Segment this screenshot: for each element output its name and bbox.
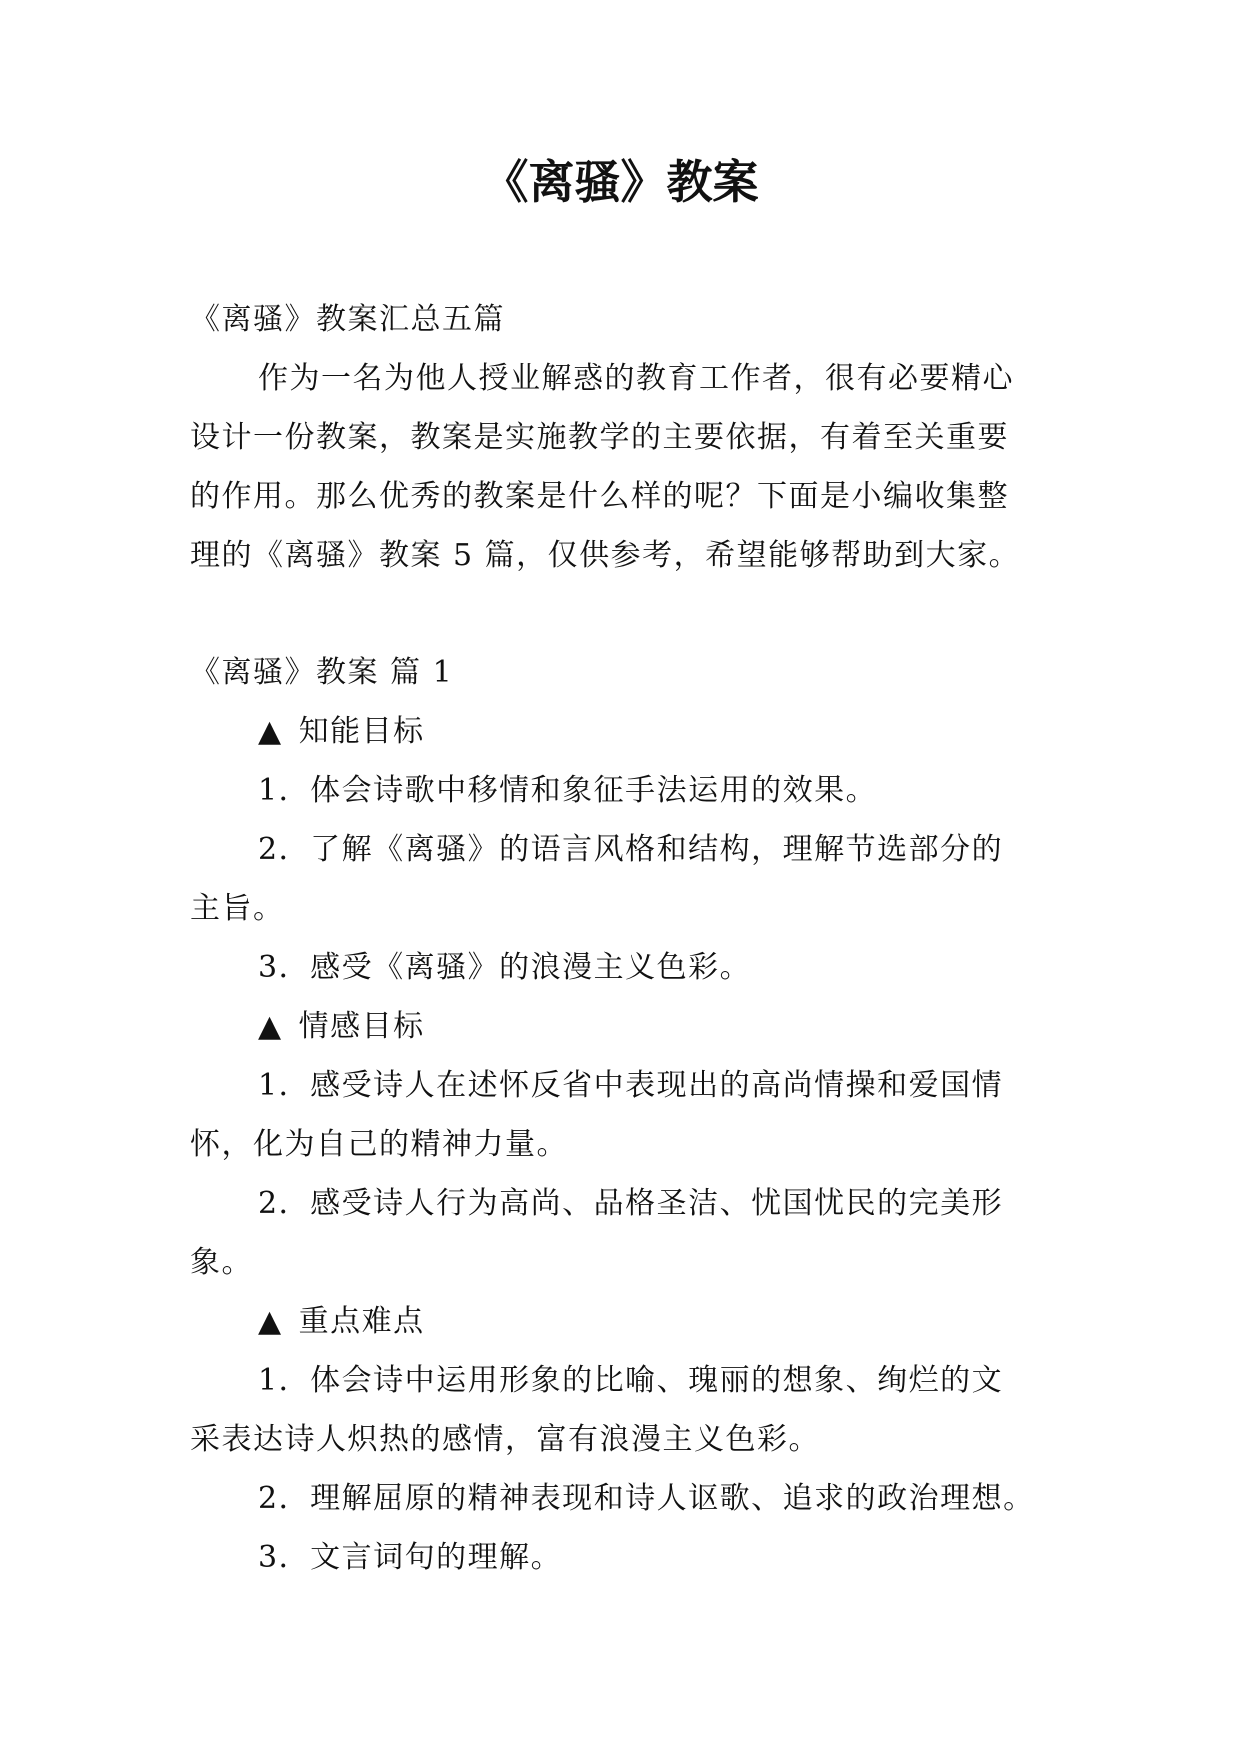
list-item: 3．文言词句的理解。 <box>258 1540 563 1575</box>
intro-line: 的作用。那么优秀的教案是什么样的呢？下面是小编收集整 <box>190 479 1009 514</box>
goal-heading-label: 重点难点 <box>298 1304 425 1339</box>
list-item: 2．了解《离骚》的语言风格和结构，理解节选部分的 <box>258 832 1004 867</box>
list-item: 2．感受诗人行为高尚、品格圣洁、忧国忧民的完美形 <box>258 1186 1004 1221</box>
intro-line: 设计一份教案，教案是实施教学的主要依据，有着至关重要 <box>190 420 1009 455</box>
triangle-icon: ▲ <box>258 714 283 749</box>
document-body <box>190 290 1070 1587</box>
section-heading: 《离骚》教案 篇 1 <box>190 655 454 690</box>
list-item-continuation: 象。 <box>190 1245 253 1280</box>
list-item-continuation: 怀，化为自己的精神力量。 <box>190 1127 568 1162</box>
list-item: 1．感受诗人在述怀反省中表现出的高尚情操和爱国情 <box>258 1068 1004 1103</box>
list-item: 1．体会诗歌中移情和象征手法运用的效果。 <box>258 773 878 808</box>
paragraph-gap <box>190 585 1070 643</box>
goal-heading-knowledge <box>190 702 1070 761</box>
subtitle: 《离骚》教案汇总五篇 <box>190 302 505 337</box>
triangle-icon: ▲ <box>258 1304 283 1339</box>
document-title: 《离骚》教案 <box>482 155 759 209</box>
list-item-continuation: 主旨。 <box>190 891 285 926</box>
list-item: 1．体会诗中运用形象的比喻、瑰丽的想象、绚烂的文 <box>258 1363 1004 1398</box>
list-item: 2．理解屈原的精神表现和诗人讴歌、追求的政治理想。 <box>258 1481 1035 1516</box>
goal-heading-keypoints <box>190 1292 1070 1351</box>
triangle-icon: ▲ <box>258 1009 283 1044</box>
goal-heading-label: 情感目标 <box>298 1009 425 1044</box>
goal-heading-emotion <box>190 997 1070 1056</box>
list-item: 3．感受《离骚》的浪漫主义色彩。 <box>258 950 752 985</box>
intro-line: 作为一名为他人授业解惑的教育工作者，很有必要精心 <box>258 361 1014 396</box>
goal-heading-label: 知能目标 <box>298 714 425 749</box>
intro-line: 理的《离骚》教案 5 篇，仅供参考，希望能够帮助到大家。 <box>190 538 1021 573</box>
list-item-continuation: 采表达诗人炽热的感情，富有浪漫主义色彩。 <box>190 1422 820 1457</box>
